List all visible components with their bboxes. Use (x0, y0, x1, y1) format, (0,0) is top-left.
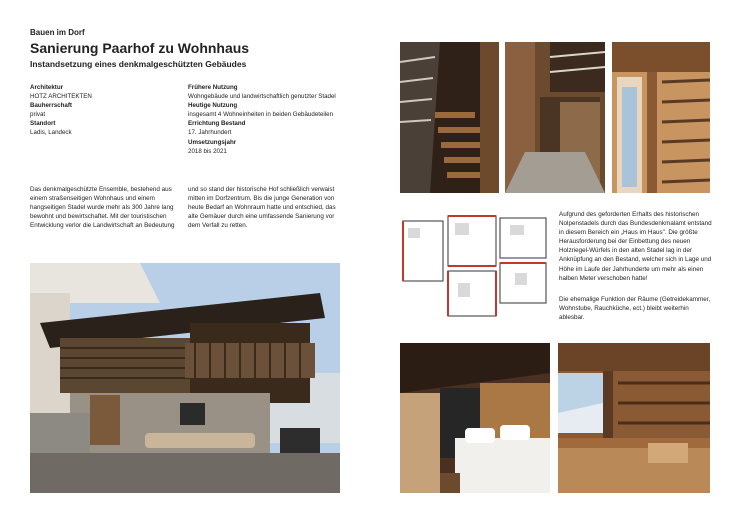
bedroom-photo (400, 343, 550, 493)
info-label-location: Standort (30, 120, 56, 128)
info-label-built: Errichtung Bestand (188, 120, 246, 128)
project-info-right (188, 83, 368, 156)
exterior-photo (30, 263, 340, 493)
info-value-years: 2018 bis 2021 (188, 147, 227, 155)
right-text-paragraph-2: Die ehemalige Funktion der Räume (Getreidekammer, Wohnstube, Rauchküche, ect.) bleibt weiterhin ablesbar. (559, 296, 711, 322)
doorway-photo (505, 42, 605, 193)
staircase-photo (400, 42, 499, 193)
right-text-paragraph-1: Aufgrund des geforderten Erhalts des historischen Nolpenstadels durch das Bundesdenkmalamt entstand in diesem Bereich ein „Haus im Haus". Die größte Herausforderung bei der Einbettung des neuen Holzriegel-Würfels in den alten Stadel lag in der Anknüpfung an den Bestand, welcher sich in Lage und Höhe im Laufe der Jahrhunderte um mehr als einen halben Meter verschoben hatte! (559, 211, 712, 282)
section-kicker: Bauen im Dorf (30, 28, 85, 37)
info-value-current-use: insgesamt 4 Wohneinheiten in beiden Gebäudeteilen (188, 111, 334, 119)
info-label-years: Umsetzungsjahr (188, 138, 237, 146)
balcony-photo (558, 343, 710, 493)
body-text-column-1: Das denkmalgeschützte Ensemble, bestehend aus einem straßenseitigen Wohnhaus und einem hangseitigen Stadel wurde mehr als 300 Jahre lang bewohnt und bewirtschaftet. Mit der touristischen Entwicklung verlor die Landwirtschaft an Bedeutung (30, 186, 175, 230)
info-label-former-use: Frühere Nutzung (188, 84, 238, 91)
body-text-column-2: und so stand der historische Hof schließlich verwaist mitten im Dorfzentrum. Bis die junge Generation von heute Bedarf an Wohnraum hatte und entschied, das alte Gemäuer durch eine umfassende Sanierung vor dem Verfall zu retten. (188, 186, 336, 230)
floor-plans-image (400, 213, 550, 318)
info-value-built: 17. Jahrhundert (188, 129, 232, 137)
info-value-former-use: Wohngebäude und landwirtschaftlich genutzter Stadel (188, 93, 336, 101)
info-value-architecture: HOTZ ARCHITEKTEN (30, 93, 92, 101)
page-subtitle: Instandsetzung eines denkmalgeschützten Gebäudes (30, 59, 247, 69)
info-label-client: Bauherrschaft (30, 102, 72, 110)
info-value-client: privat (30, 111, 46, 119)
page-title: Sanierung Paarhof zu Wohnhaus (30, 40, 250, 56)
timber-interior-photo (612, 42, 710, 193)
info-label-architecture: Architektur (30, 84, 64, 91)
info-label-current-use: Heutige Nutzung (188, 102, 238, 110)
info-value-location: Ladis, Landeck (30, 129, 72, 137)
project-info-left (30, 83, 175, 138)
